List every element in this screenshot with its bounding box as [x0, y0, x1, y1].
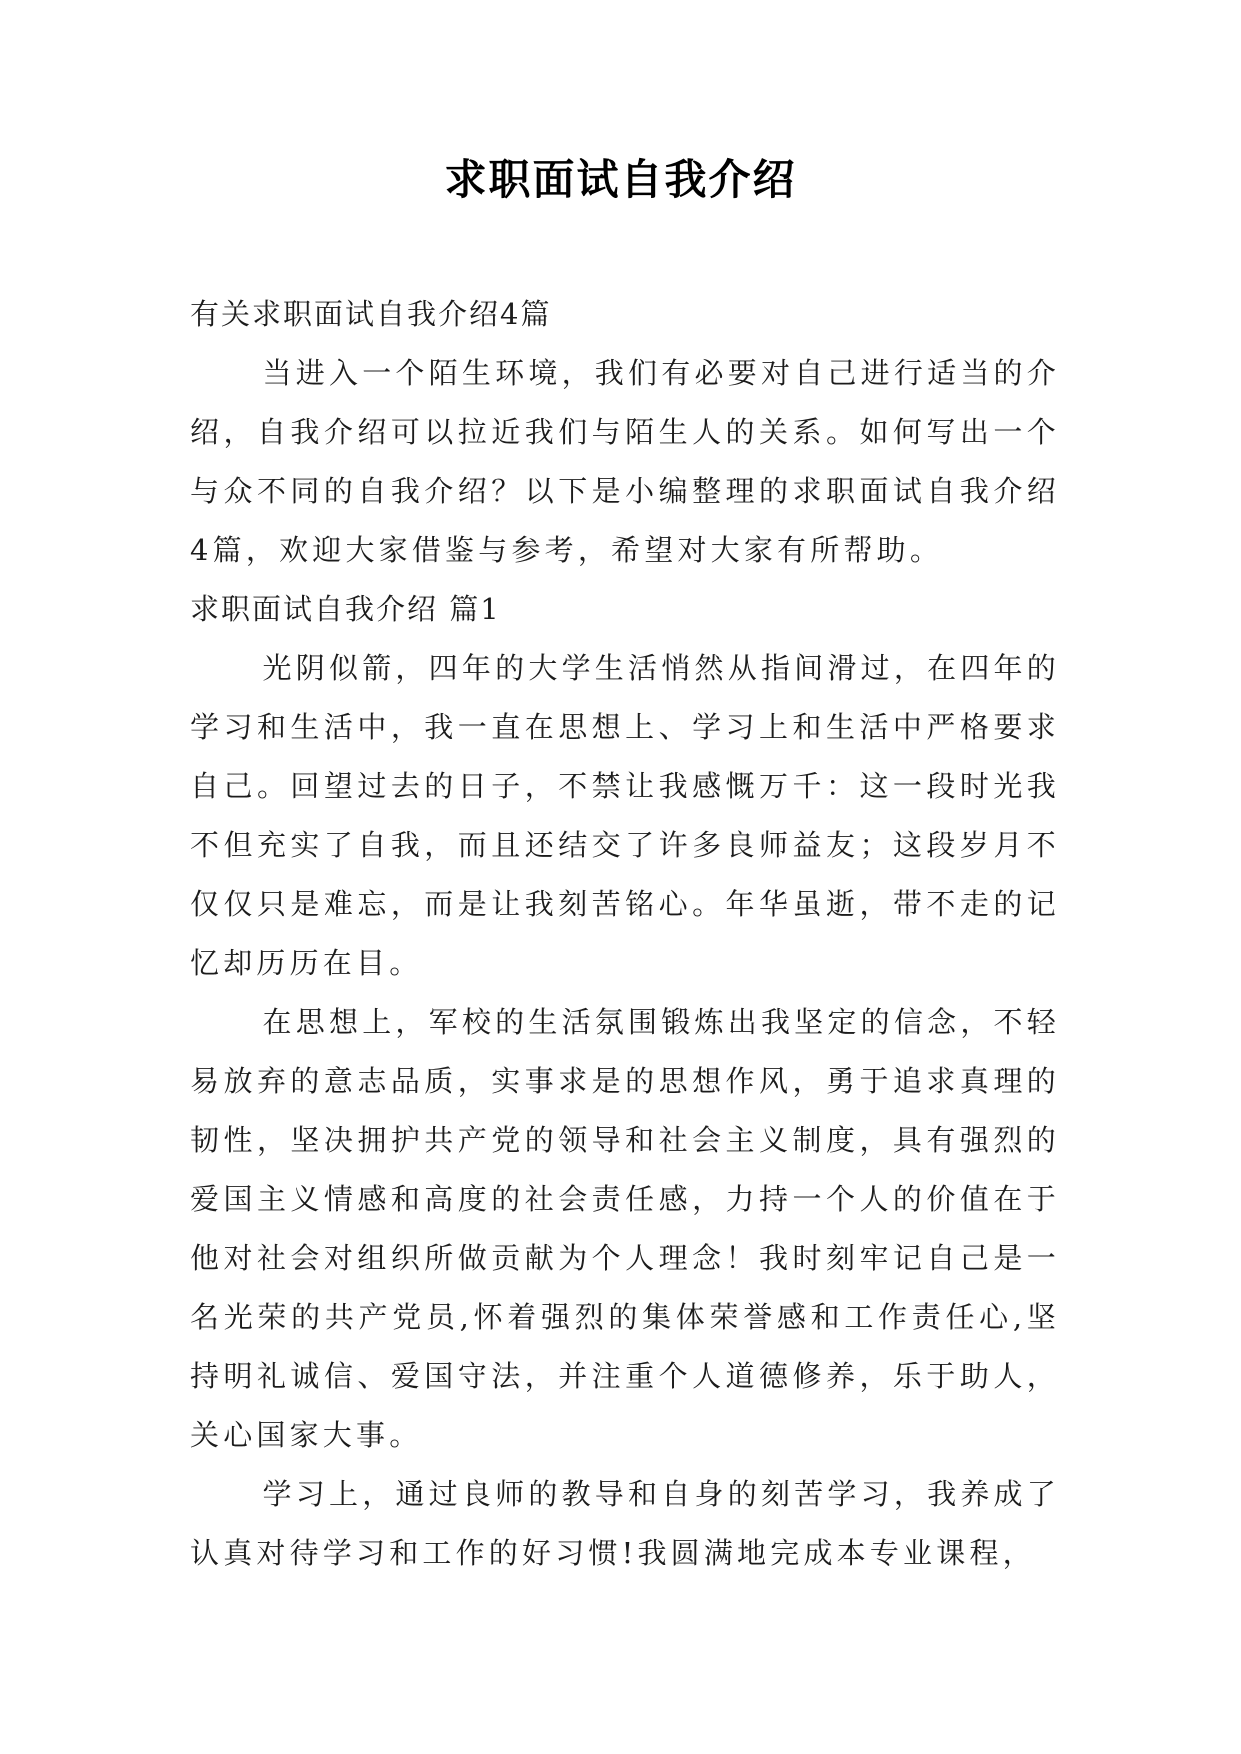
body-paragraph: 在思想上，军校的生活氛围锻炼出我坚定的信念，不轻易放弃的意志品质，实事求是的思想作风，勇于追求真理的韧性，坚决拥护共产党的领导和社会主义制度，具有强烈的爱国主义情感和高度的社会责任感，力持一个人的价值在于他对社会对组织所做贡献为个人理念！我时刻牢记自己是一名光荣的共产党员,怀着强烈的集体荣誉感和工作责任心,坚持明礼诚信、爱国守法，并注重个人道德修养，乐于助人，关心国家大事。: [190, 1005, 1060, 1452]
document-title: 求职面试自我介绍: [444, 155, 797, 204]
body-paragraph: 学习上，通过良师的教导和自身的刻苦学习，我养成了认真对待学习和工作的好习惯!我圆满地完成本专业课程，: [190, 1477, 1060, 1570]
body-paragraph: 光阴似箭，四年的大学生活悄然从指间滑过，在四年的学习和生活中，我一直在思想上、学习上和生活中严格要求自己。回望过去的日子，不禁让我感慨万千：这一段时光我不但充实了自我，而且还结交了许多良师益友；这段岁月不仅仅只是难忘，而是让我刻苦铭心。年华虽逝，带不走的记忆却历历在目。: [190, 651, 1060, 980]
document-subtitle: 有关求职面试自我介绍4篇: [190, 297, 552, 331]
section-heading: 求职面试自我介绍 篇1: [190, 592, 501, 626]
document-body: [190, 285, 1060, 1583]
intro-paragraph: 当进入一个陌生环境，我们有必要对自己进行适当的介绍，自我介绍可以拉近我们与陌生人的关系。如何写出一个与众不同的自我介绍？以下是小编整理的求职面试自我介绍4篇，欢迎大家借鉴与参考，希望对大家有所帮助。: [190, 356, 1060, 567]
